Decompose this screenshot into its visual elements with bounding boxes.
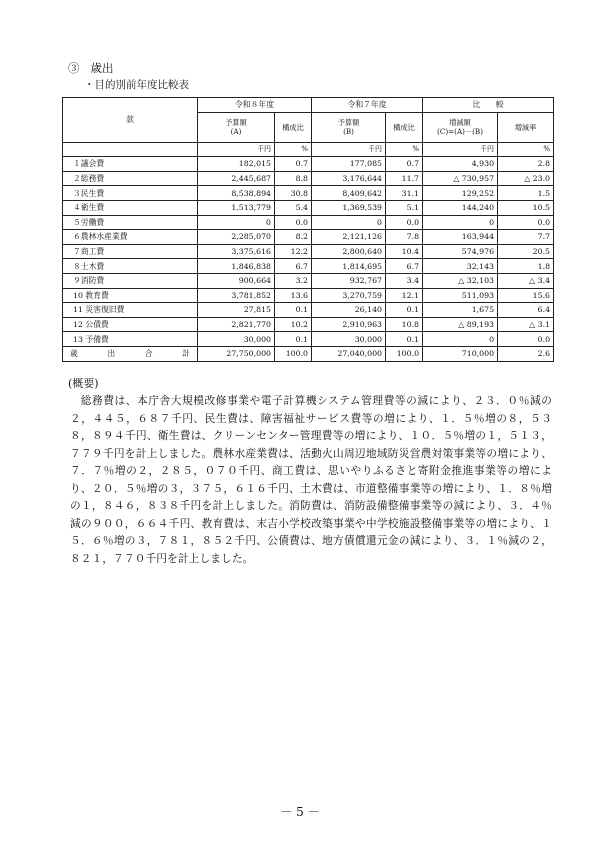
cell-diff: △ 32,103 — [423, 273, 498, 288]
cell-rate: 7.7 — [498, 230, 554, 245]
cell-rate: 2.8 — [498, 157, 554, 172]
cell-diff: △ 89,193 — [423, 317, 498, 332]
table-row — [63, 215, 554, 230]
section-title: 歳出 — [90, 61, 114, 75]
cell-budget-a: 30,000 — [198, 332, 275, 347]
cell-ratio-b: 6.7 — [386, 259, 423, 274]
cell-ratio-a: 5.4 — [275, 200, 312, 215]
cell-name: ４衛生費 — [63, 200, 198, 215]
cell-name: ２総務費 — [63, 171, 198, 186]
cell-name: １議会費 — [63, 157, 198, 172]
cell-ratio-b: 0.0 — [386, 215, 423, 230]
table-row — [63, 317, 554, 332]
cell-rate: △ 3.1 — [498, 317, 554, 332]
cell-rate: 6.4 — [498, 303, 554, 318]
header-current-year: 令和８年度 — [198, 98, 312, 113]
cell-budget-a: 27,815 — [198, 303, 275, 318]
cell-ratio-a: 12.2 — [275, 244, 312, 259]
cell-rate: 1.8 — [498, 259, 554, 274]
cell-ratio-b: 10.8 — [386, 317, 423, 332]
cell-name: 11 災害復旧費 — [63, 303, 198, 318]
cell-diff: △ 730,957 — [423, 171, 498, 186]
cell-budget-b: 3,176,644 — [312, 171, 386, 186]
cell-ratio-a: 10.2 — [275, 317, 312, 332]
cell-ratio-b: 5.1 — [386, 200, 423, 215]
header-kan: 款 — [63, 98, 198, 143]
cell-diff: 32,143 — [423, 259, 498, 274]
cell-budget-a: 3,375,616 — [198, 244, 275, 259]
cell-budget-b: 1,814,695 — [312, 259, 386, 274]
cell-name: 13 予備費 — [63, 332, 198, 347]
cell-name: ７商工費 — [63, 244, 198, 259]
cell-diff: 1,675 — [423, 303, 498, 318]
cell-diff: 0 — [423, 332, 498, 347]
summary-paragraph: 総務費は、本庁舎大規模改修事業や電子計算機システム管理費等の減により、２３．０％減の２，４４５，６８７千円、民生費は、障害福祉サービス費等の増により、１．５％増の８，５３８，８９４千円、衛生費は、クリーンセンター管理費等の増により、１０．５％増の１，５１３，７７９千円を計上しました。農林水産業費は、活動火山周辺地域防災営農対策事業等の増により、７．７％増の２，２８５，０７０千円、商工費は、思いやりふるさと寄附金推進事業等の増により、２０．５％増の３，３７５，６１６千円、土木費は、市道整備事業等の増により、１．８％増の１，８４６，８３８千円を計上しました。消防費は、消防設備整備事業等の減により、３．４％減の９００，６６４千円、教育費は、末吉小学校改築事業や中学校施設整備事業等の増により、１５．６％増の３，７８１，８５２千円、公債費は、地方債償還元金の減により、３．１％減の２，８２１，７７０千円を計上しました。 — [70, 394, 552, 565]
total-ratio-b: 100.0 — [386, 346, 423, 361]
cell-ratio-a: 8.2 — [275, 230, 312, 245]
cell-ratio-a: 13.6 — [275, 288, 312, 303]
header-ratio-a: 構成比 — [275, 112, 312, 142]
header-budget-a: 予算額 (A) — [198, 112, 275, 142]
total-ratio-a: 100.0 — [275, 346, 312, 361]
total-rate: 2.6 — [498, 346, 554, 361]
header-comparison: 比 較 — [423, 98, 554, 113]
cell-name: 10 教育費 — [63, 288, 198, 303]
table-row — [63, 186, 554, 201]
total-label: 歳 出 合 計 — [63, 346, 198, 361]
table-row — [63, 230, 554, 245]
cell-name: ３民生費 — [63, 186, 198, 201]
cell-ratio-a: 30.8 — [275, 186, 312, 201]
cell-name: 12 公債費 — [63, 317, 198, 332]
cell-name: ５労働費 — [63, 215, 198, 230]
cell-ratio-b: 10.4 — [386, 244, 423, 259]
cell-budget-b: 2,800,640 — [312, 244, 386, 259]
cell-budget-b: 932,767 — [312, 273, 386, 288]
cell-budget-b: 30,000 — [312, 332, 386, 347]
cell-diff: 574,976 — [423, 244, 498, 259]
cell-budget-b: 2,910,963 — [312, 317, 386, 332]
header-rate: 増減率 — [498, 112, 554, 142]
cell-budget-a: 2,445,687 — [198, 171, 275, 186]
cell-ratio-a: 3.2 — [275, 273, 312, 288]
cell-ratio-b: 7.8 — [386, 230, 423, 245]
cell-rate: 0.0 — [498, 215, 554, 230]
cell-diff: 129,252 — [423, 186, 498, 201]
cell-rate: 20.5 — [498, 244, 554, 259]
cell-budget-b: 26,140 — [312, 303, 386, 318]
table-row — [63, 303, 554, 318]
cell-ratio-b: 31.1 — [386, 186, 423, 201]
cell-budget-a: 2,821,770 — [198, 317, 275, 332]
cell-ratio-a: 6.7 — [275, 259, 312, 274]
cell-budget-a: 1,513,779 — [198, 200, 275, 215]
cell-ratio-b: 12.1 — [386, 288, 423, 303]
cell-budget-b: 0 — [312, 215, 386, 230]
cell-ratio-b: 0.1 — [386, 332, 423, 347]
cell-ratio-a: 0.1 — [275, 303, 312, 318]
cell-budget-a: 1,846,838 — [198, 259, 275, 274]
cell-name: ９消防費 — [63, 273, 198, 288]
total-budget-b: 27,040,000 — [312, 346, 386, 361]
cell-ratio-b: 0.7 — [386, 157, 423, 172]
total-diff: 710,000 — [423, 346, 498, 361]
cell-budget-b: 3,270,759 — [312, 288, 386, 303]
cell-budget-a: 2,285,070 — [198, 230, 275, 245]
section-heading — [68, 60, 113, 76]
page-number: － 5 － — [280, 805, 320, 819]
cell-ratio-a: 0.0 — [275, 215, 312, 230]
cell-name: ８土木費 — [63, 259, 198, 274]
cell-diff: 4,930 — [423, 157, 498, 172]
header-ratio-b: 構成比 — [386, 112, 423, 142]
table-row — [63, 259, 554, 274]
cell-name: ６農林水産業費 — [63, 230, 198, 245]
cell-ratio-b: 11.7 — [386, 171, 423, 186]
cell-budget-a: 900,664 — [198, 273, 275, 288]
cell-ratio-b: 3.4 — [386, 273, 423, 288]
cell-diff: 511,093 — [423, 288, 498, 303]
cell-rate: △ 3.4 — [498, 273, 554, 288]
unit-row: 千円 % 千円 % 千円 % — [63, 142, 554, 157]
cell-budget-b: 8,409,642 — [312, 186, 386, 201]
cell-budget-b: 2,121,126 — [312, 230, 386, 245]
table-row — [63, 200, 554, 215]
expenditure-comparison-table — [62, 97, 554, 362]
table-row — [63, 273, 554, 288]
cell-budget-a: 8,538,894 — [198, 186, 275, 201]
section-number: ③ — [68, 61, 80, 75]
cell-diff: 144,240 — [423, 200, 498, 215]
cell-rate: △ 23.0 — [498, 171, 554, 186]
table-row — [63, 157, 554, 172]
total-budget-a: 27,750,000 — [198, 346, 275, 361]
cell-diff: 163,944 — [423, 230, 498, 245]
cell-ratio-a: 0.7 — [275, 157, 312, 172]
cell-rate: 0.0 — [498, 332, 554, 347]
header-previous-year: 令和７年度 — [312, 98, 423, 113]
table-row — [63, 288, 554, 303]
cell-budget-a: 0 — [198, 215, 275, 230]
cell-diff: 0 — [423, 215, 498, 230]
cell-budget-b: 1,369,539 — [312, 200, 386, 215]
table-caption: ・目的別前年度比較表 — [84, 79, 189, 91]
total-row — [63, 346, 554, 361]
header-diff: 増減額 (C)=(A)－(B) — [423, 112, 498, 142]
cell-ratio-a: 8.8 — [275, 171, 312, 186]
cell-rate: 10.5 — [498, 200, 554, 215]
cell-budget-b: 177,085 — [312, 157, 386, 172]
cell-rate: 1.5 — [498, 186, 554, 201]
cell-budget-a: 182,015 — [198, 157, 275, 172]
cell-budget-a: 3,781,852 — [198, 288, 275, 303]
cell-ratio-b: 0.1 — [386, 303, 423, 318]
summary-heading: (概要) — [68, 377, 99, 390]
table-row — [63, 171, 554, 186]
table-row — [63, 244, 554, 259]
cell-ratio-a: 0.1 — [275, 332, 312, 347]
header-budget-b: 予算額 (B) — [312, 112, 386, 142]
table-row — [63, 332, 554, 347]
cell-rate: 15.6 — [498, 288, 554, 303]
